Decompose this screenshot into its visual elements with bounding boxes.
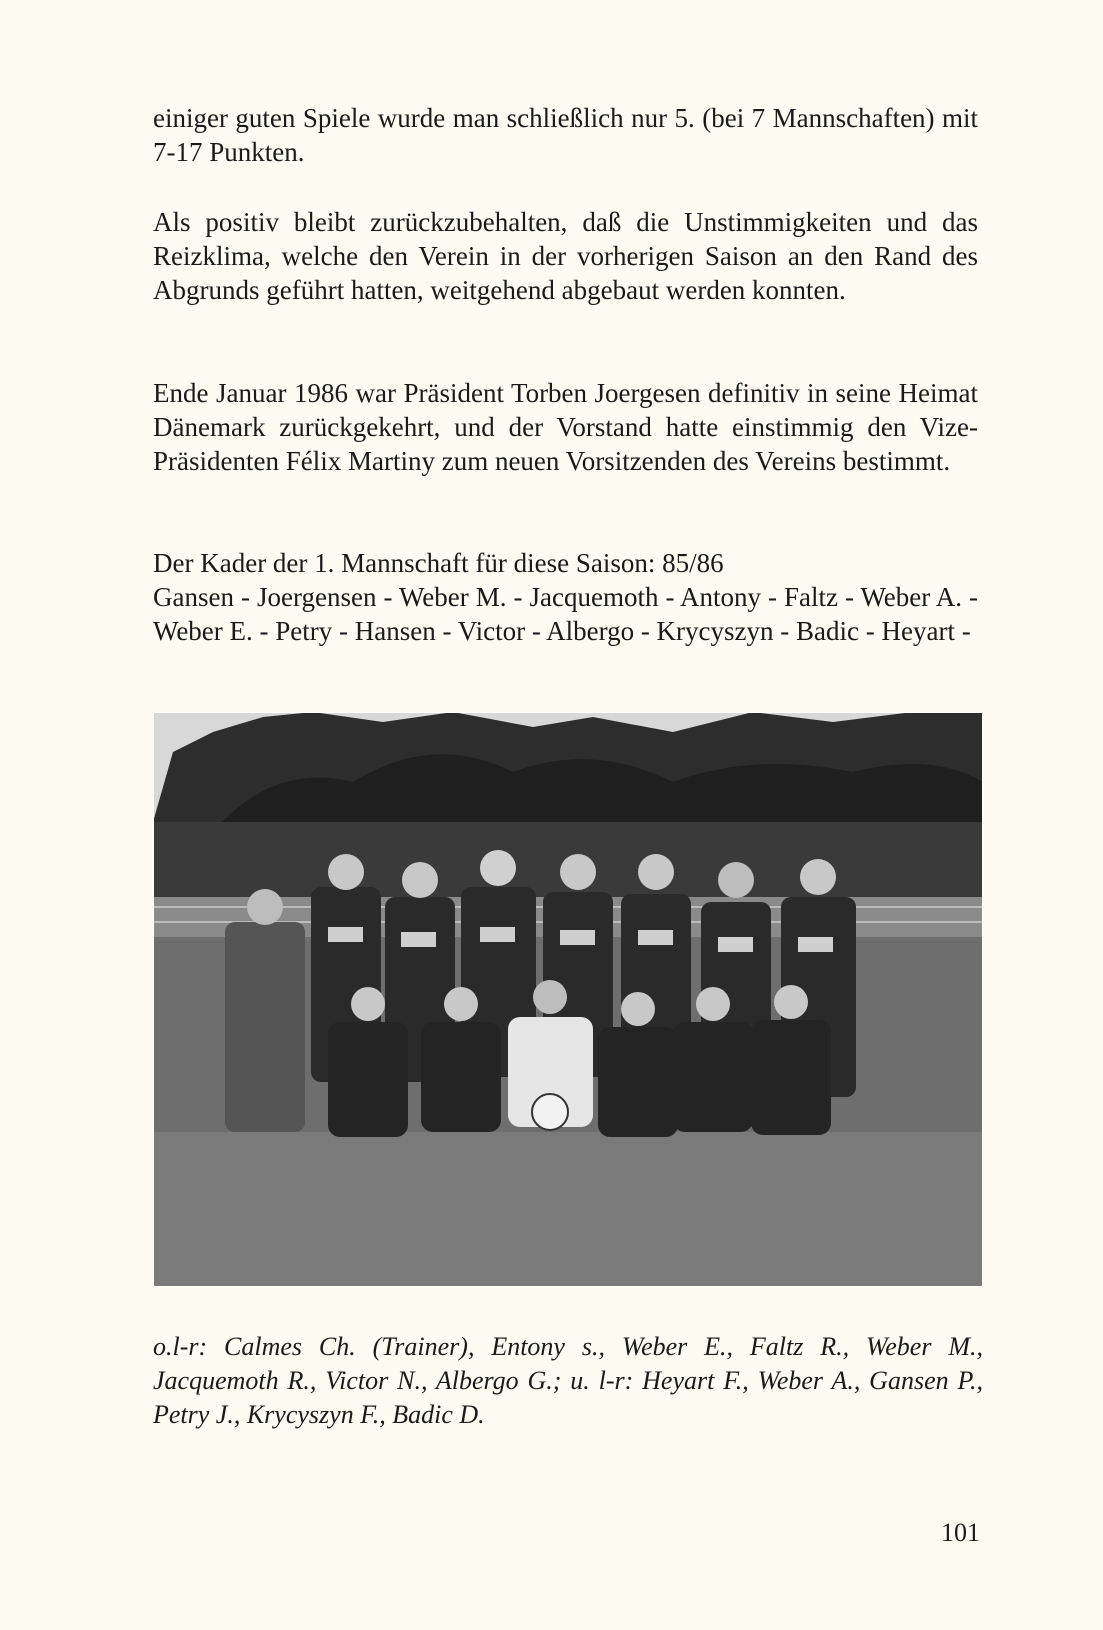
squad-paragraph [153, 546, 978, 648]
team-photo [153, 712, 983, 1287]
page-number: 101 [941, 1518, 980, 1547]
paragraph [153, 205, 978, 307]
squad-heading: Der Kader der 1. Mannschaft für diese Saison: 85/86 [153, 548, 724, 578]
paragraph [153, 376, 978, 478]
paragraph [153, 101, 978, 169]
paragraph-text: Als positiv bleibt zurückzubehalten, daß die Unstimmigkeiten und das Reizklima, welche den Verein in der vorherigen Saison an den Rand des Abgrunds geführt hatten, weitgehend abgebaut werden konnten. [153, 207, 978, 305]
paragraph-text: Ende Januar 1986 war Präsident Torben Joergesen definitiv in seine Heimat Dänemark zurückgekehrt, und der Vorstand hatte einstimmig den Vize-Präsidenten Félix Martiny zum neuen Vorsitzenden des Vereins bestimmt. [153, 378, 978, 476]
paragraph-text: einiger guten Spiele wurde man schließlich nur 5. (bei 7 Mannschaften) mit 7-17 Punkten. [153, 103, 978, 167]
photo-caption: o.l-r: Calmes Ch. (Trainer), Entony s., Weber E., Faltz R., Weber M., Jacquemoth R., Victor N., Albergo G.; u. l-r: Heyart F., Weber A., Gansen P., Petry J., Krycyszyn F., Badic D. [153, 1332, 983, 1429]
squad-list: Gansen - Joergensen - Weber M. - Jacquemoth - Antony - Faltz - Weber A. - Weber E. - Petry - Hansen - Victor - Albergo - Krycyszyn - Badic - Heyart - [153, 582, 978, 646]
